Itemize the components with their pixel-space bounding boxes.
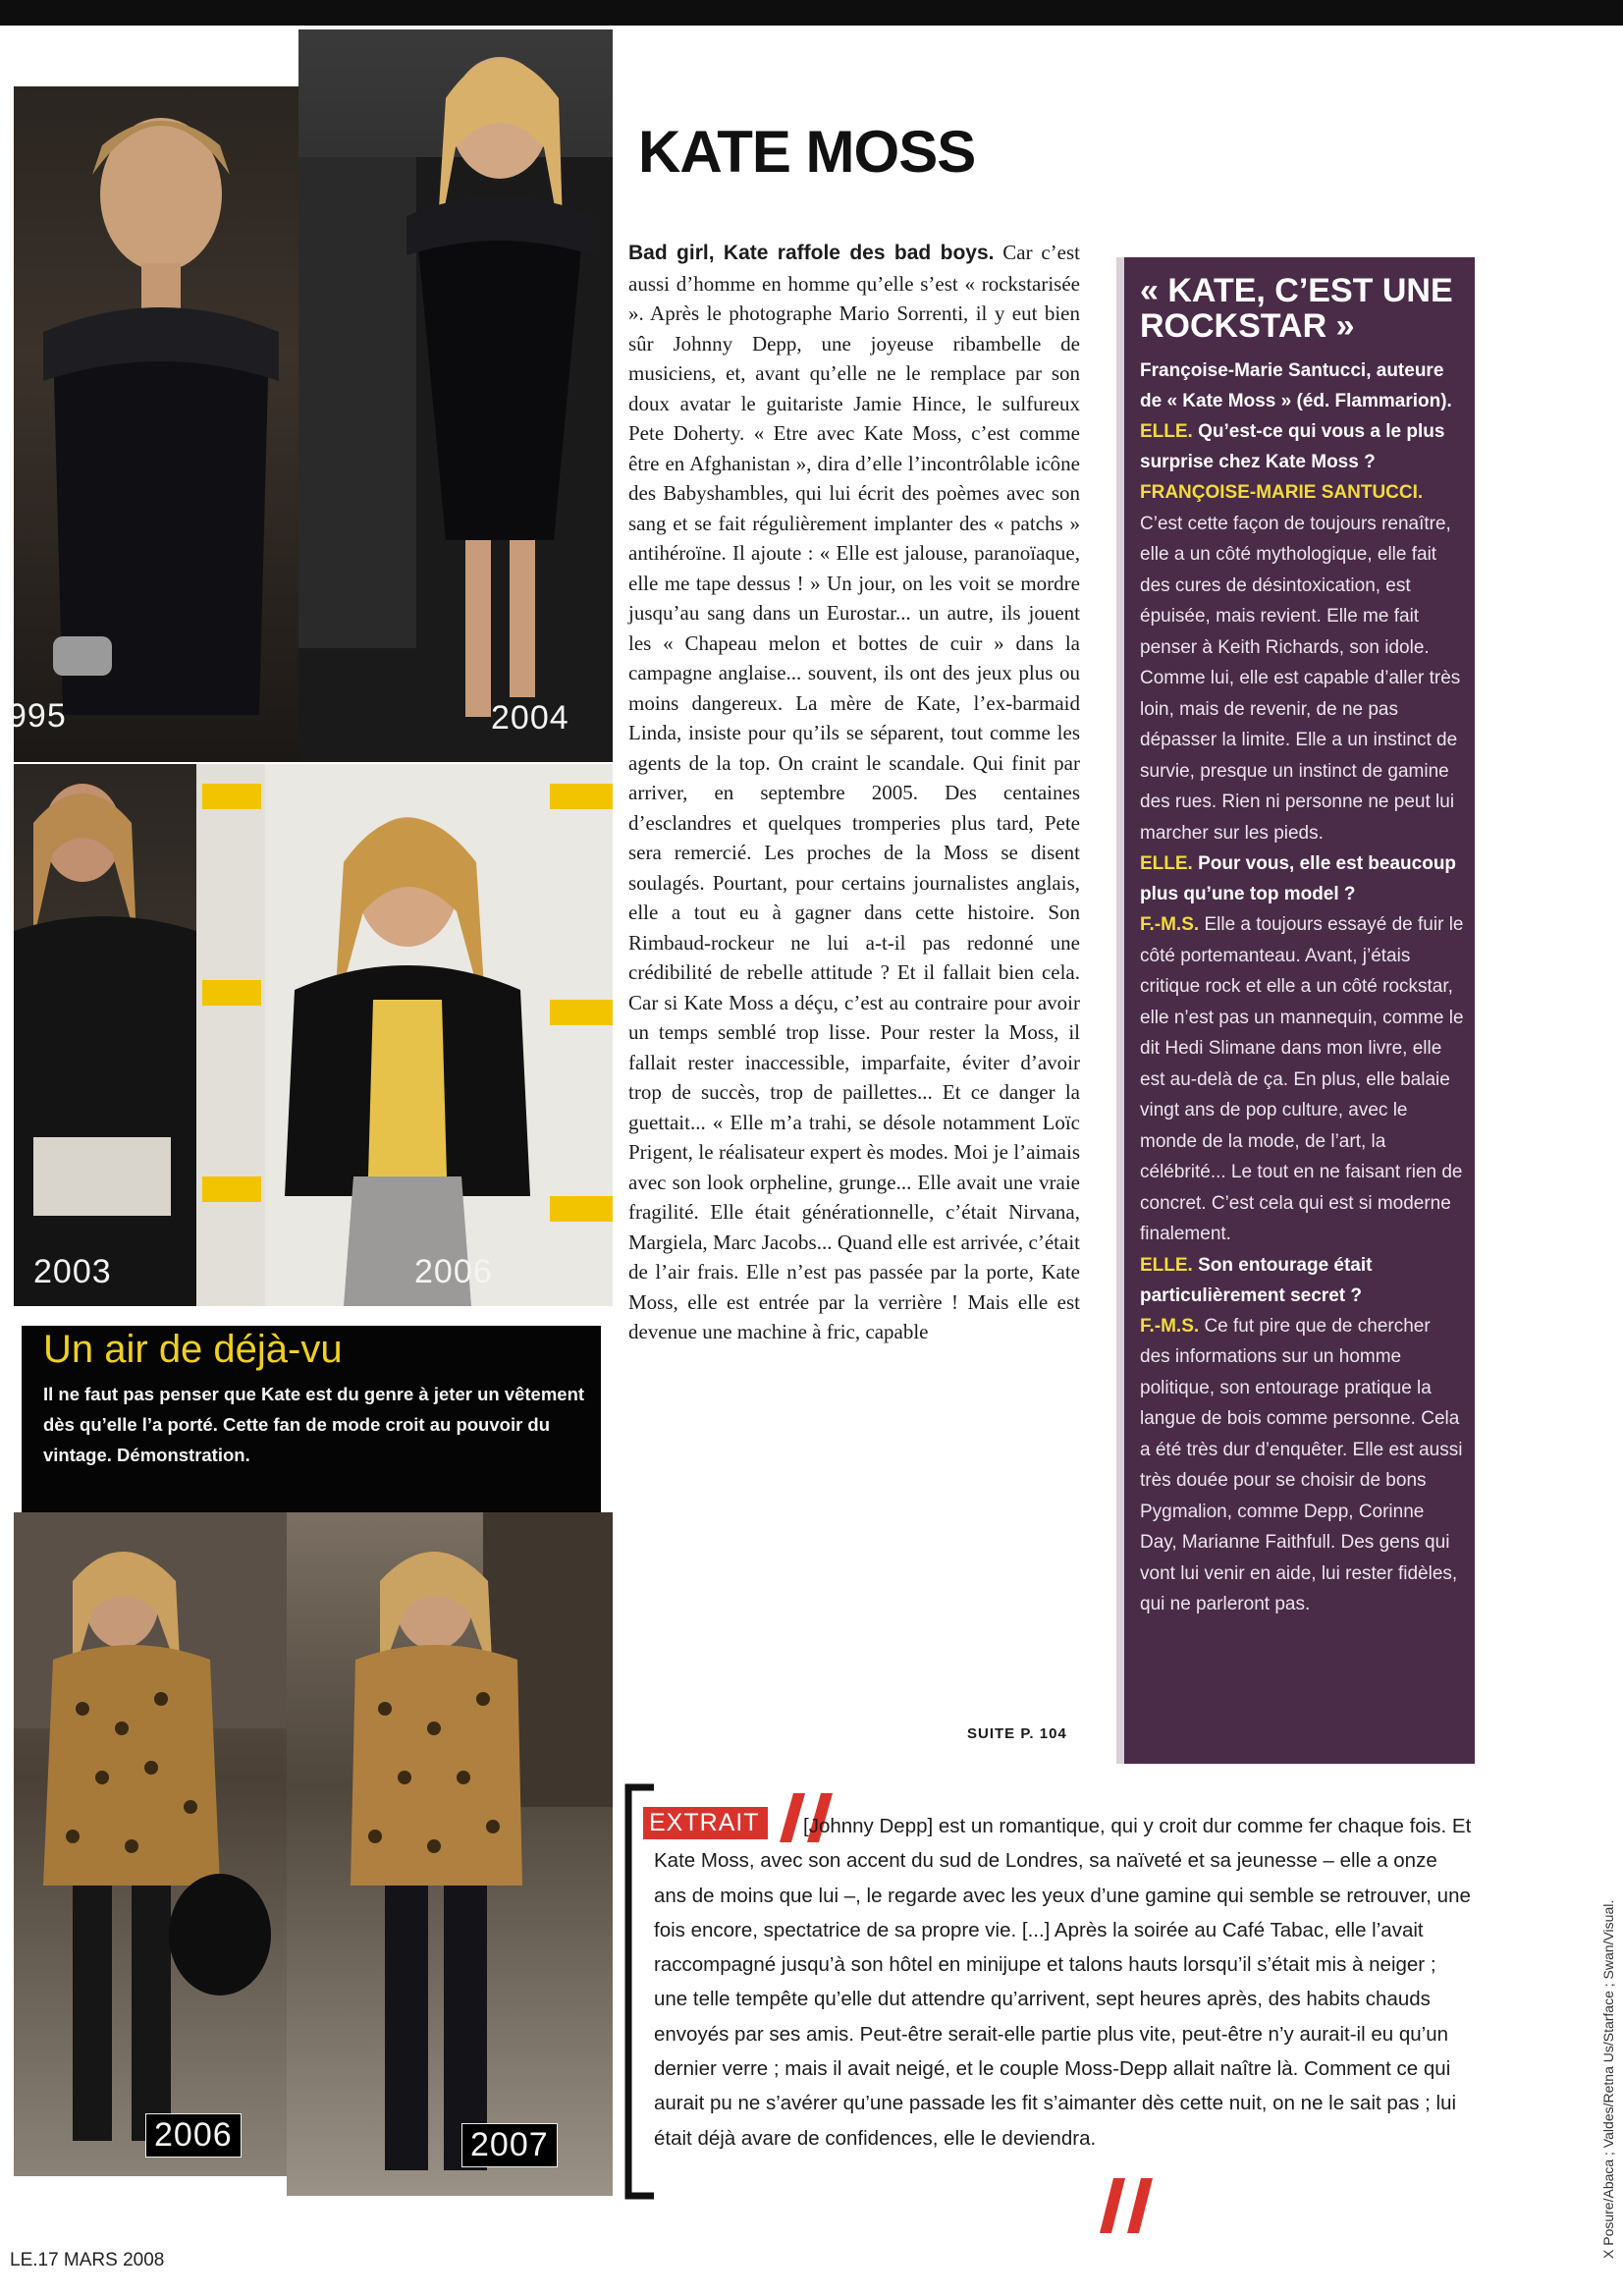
page-top-edge: [0, 0, 1623, 26]
interview-title: « KATE, C’EST UNE ROCKSTAR »: [1140, 272, 1453, 345]
photo-credits: X Posure/Abaca ; Valdes/Retna Us/Starface ; Swan/Visual.: [1600, 1899, 1616, 2259]
interview-byline: Françoise-Marie Santucci, auteure de « Kate Moss » (éd. Flammarion).: [1140, 360, 1452, 411]
speaker-label: FRANÇOISE-MARIE SANTUCCI.: [1140, 482, 1424, 503]
article-body: [628, 238, 1080, 1347]
interview-question: [1140, 848, 1464, 909]
photo-2004: [298, 29, 613, 762]
speaker-label: ELLE.: [1140, 1254, 1193, 1276]
photo-2003: [14, 764, 196, 1306]
year-label: 995: [8, 697, 67, 735]
interview-question: [1140, 1250, 1464, 1311]
question-text: Son entourage était particulièrement secret ?: [1140, 1254, 1373, 1306]
interview-question: [1140, 416, 1464, 477]
year-label: 2003: [33, 1253, 112, 1290]
photo-2007: [287, 1512, 613, 2196]
year-label: 2006: [414, 1253, 493, 1290]
answer-text: Ce fut pire que de chercher des informations sur un homme politique, son entourage pratique la langue de bois comme personne. Cela a été très dur d’enquêter. Elle est aussi très douée pour se choisir de bons Pygmalion, comme Depp, Corinne Day, Marianne Faithfull. Des gens qui vont lui venir en aide, lui rester fidèles, qui ne parleront pas.: [1140, 1315, 1463, 1614]
answer-text: C’est cette façon de toujours renaître, elle a un côté mythologique, elle fait des cures de désintoxication, est épuisée, mais revient. Elle me fait penser à Keith Richards, son idole. Comme lui, elle est capable d’aller très loin, mais de revenir, de ne pas dépasser la limite. Elle a un instinct de survie, presque un instinct de gamine des rues. Rien ni personne ne peut lui marcher sur les pieds.: [1140, 513, 1461, 844]
close-quote-icon: [1100, 2178, 1155, 2233]
answer-text: Elle a toujours essayé de fuir le côté portemanteau. Avant, j’étais critique rock et elle a un côté rockstar, elle n’est pas un mannequin, comme le dit Hedi Slimane dans mon livre, elle est au-delà de ça. En plus, elle balaie vingt ans de pop culture, avec le monde de la mode, de l’art, la célébrité... Le tout en ne faisant rien de concret. C’est cela qui est si moderne finalement.: [1140, 914, 1464, 1244]
speaker-label: F.-M.S.: [1140, 914, 1200, 935]
speaker-label: ELLE.: [1140, 421, 1193, 442]
article-text: Car c’est aussi d’homme en homme qu’elle s’est « rockstarisée ». Après le photographe Mario Sorrenti, il y eut bien sûr Johnny Depp, une joyeuse ribambelle de musiciens, et, avant qu’elle ne le remplace par son doux avatar le guitariste Jamie Hince, le sulfureux Pete Doherty. « Etre avec Kate Moss, c’est comme être en Afghanistan », dira d’elle l’incontrôlable icône des Babyshambles, qui lui écrit des poèmes avec son sang et se fait régulièrement implanter des « patchs » antihéroïne. Il ajoute : « Elle est jalouse, paranoïaque, elle me tape dessus ! » Un jour, on les voit se mordre jusqu’au sang dans un Eurostar... un autre, ils jouent les « Chapeau melon et bottes de cuir » dans la campagne anglaise... souvent, ils ont des jeux plus ou moins dangereux. La mère de Kate, l’ex-barmaid Linda, insiste pour qu’ils se séparent, tout comme les agents de la top. On craint le scandale. Qui finit par arriver, en septembre 2005. Des centaines d’esclandres et quelques tromperies plus tard, Pete sera remercié. Les proches de la Moss se disent soulagés. Pourtant, pour certains journalistes anglais, elle a tout eu à gagner dans cette histoire. Son Rimbaud-rockeur ne lui a-t-il pas redonné une crédibilité de rebelle attitude ? Et il fallait bien cela. Car si Kate Moss a déçu, c’est au contraire pour avoir un temps semblé trop lisse. Pour rester la Moss, il fallait rester inaccessible, imparfaite, éviter d’avoir trop de succès, trop de paillettes... Et ce danger la guettait... « Elle m’a trahi, se désole notamment Loïc Prigent, le réalisateur expert ès modes. Moi je l’aimais avec son look orpheline, grunge... Elle avait une vraie fragilité. Elle était générationnelle, c’était Nirvana, Margiela, Marc Jacobs... Quand elle est arrivée, c’était de l’air frais. Elle n’est pas passée par la porte, Kate Moss, elle est entrée par la verrière ! Mais elle est devenue une machine à fric, capable: [628, 241, 1081, 1343]
photo-2006-nikon: [196, 764, 613, 1306]
photo-1995: [8, 86, 298, 762]
interview-border: [1116, 257, 1124, 1764]
continued-link[interactable]: SUITE P. 104: [967, 1725, 1067, 1742]
interview-answer: [1140, 909, 1464, 1250]
year-label: 2007: [461, 2123, 558, 2167]
interview-box: [1116, 257, 1475, 1764]
interview-answer: [1140, 1311, 1464, 1620]
caption-title: Un air de déjà-vu: [43, 1328, 343, 1371]
photo-2006-street: [14, 1512, 287, 2176]
question-text: Pour vous, elle est beaucoup plus qu’une top model ?: [1140, 853, 1457, 904]
year-label: 2004: [491, 699, 569, 737]
extract-text: [Johnny Depp] est un romantique, qui y croit dur comme fer chaque fois. Et Kate Moss, avec son accent du sud de Londres, sa naïveté et sa jeunesse – elle a onze ans de moins que lui –, le regarde avec les yeux d’une gamine qui semble se retrouver, une fois encore, spectatrice de sa propre vie. [...] Après la soirée au Café Tabac, elle l’avait raccompagné jusqu’à son hôtel en minijupe et talons hauts lorsqu’il s’était mis à neiger ; une telle tempête qu’elle dut attendre qu’arrivent, sept heures après, des habits chauds envoyés par ses amis. Peut-être serait-elle partie plus vite, peut-être n’y aurait-il eu qu’un dernier verre ; mais il avait neigé, et le couple Moss-Depp allait naître là. Comment ce qui aurait pu ne s’avérer qu’une passade les fit s’aimanter dès cette nuit, on ne le sait pas ; lui était déjà avare de confidences, elle le deviendra.: [654, 1815, 1472, 2150]
interview-content: [1140, 273, 1464, 1620]
article-paragraph: [628, 238, 1080, 1347]
interview-answer: [1140, 477, 1464, 848]
caption-text: Il ne faut pas penser que Kate est du genre à jeter un vêtement dès qu’elle l’a porté. Cette fan de mode croit au pouvoir du vintage. Démonstration.: [43, 1384, 585, 1465]
bracket-icon: [624, 1785, 658, 2198]
year-label: 2006: [145, 2113, 242, 2158]
question-text: Qu’est-ce qui vous a le plus surprise chez Kate Moss ?: [1140, 421, 1445, 472]
issue-footer: LE.17 MARS 2008: [10, 2250, 165, 2270]
speaker-label: ELLE.: [1140, 853, 1193, 874]
speaker-label: F.-M.S.: [1140, 1315, 1200, 1337]
article-headline: KATE MOSS: [638, 119, 976, 185]
extract-label: EXTRAIT: [643, 1807, 768, 1839]
article-lead: Bad girl, Kate raffole des bad boys.: [628, 242, 995, 264]
